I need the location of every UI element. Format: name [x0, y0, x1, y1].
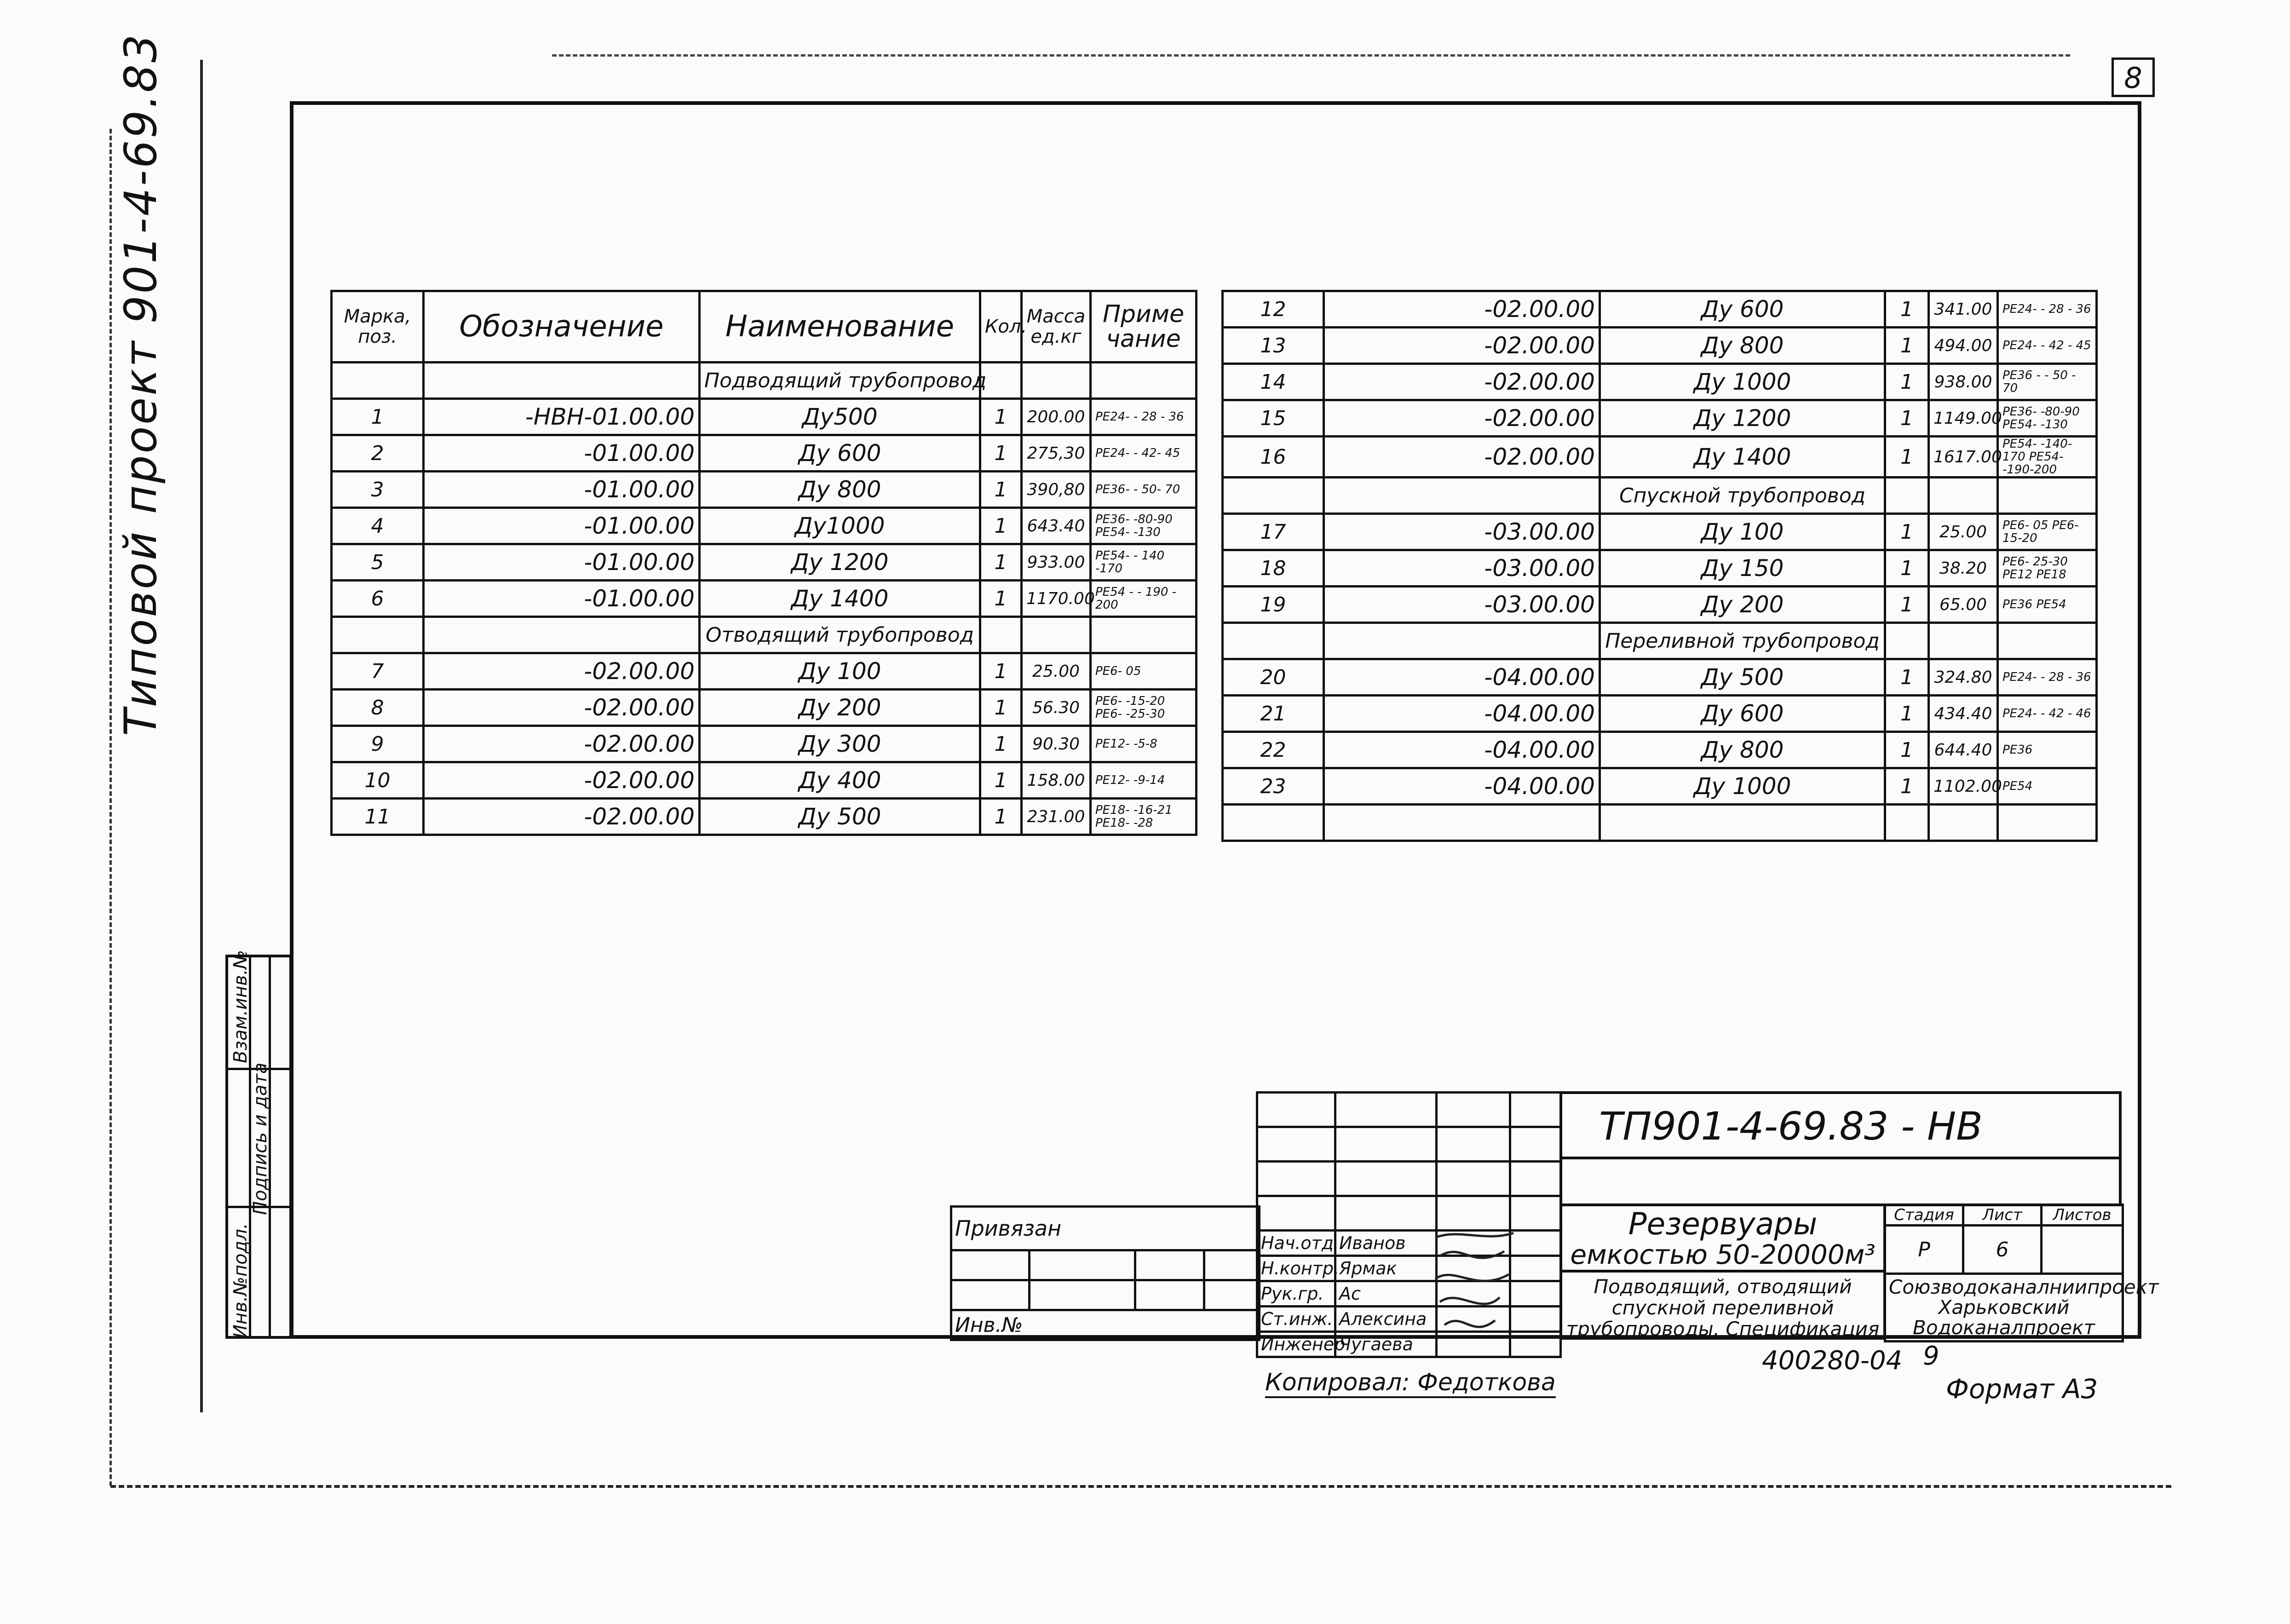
staff-role-2: Рук.гр. — [1257, 1281, 1335, 1307]
cell-qty — [1885, 478, 1929, 514]
cell-note: PE36- -80-90 PE54- -130 — [1091, 508, 1197, 544]
project-name: Типовой проект 901-4-69.83 — [115, 32, 167, 736]
cell-des: -02.00.00 — [1324, 400, 1600, 437]
cell-pos: 12 — [1223, 291, 1324, 328]
margin-label-sign: Подпись и дата — [250, 1062, 271, 1215]
cell-name: Ду 800 — [1600, 328, 1885, 364]
cell-name: Ду 600 — [1600, 696, 1885, 732]
cell-qty: 1 — [1885, 550, 1929, 587]
cell-pos: 1 — [332, 399, 424, 435]
trim-line-bottom — [110, 1485, 2171, 1488]
table-row — [1223, 364, 2097, 400]
cell-pos: 4 — [332, 508, 424, 544]
cell-pos: 3 — [332, 472, 424, 508]
cell-note: PE36- - 50- 70 — [1091, 472, 1197, 508]
cell-mass: 643.40 — [1022, 508, 1091, 544]
table-row — [332, 581, 1197, 617]
object-title-1: Резервуары — [1628, 1206, 1818, 1242]
cell-qty: 1 — [980, 762, 1022, 799]
cell-mass: 390,80 — [1022, 472, 1091, 508]
header-designation: Обозначение — [424, 291, 700, 363]
cell-note: PE54 - - 190 - 200 — [1091, 581, 1197, 617]
table-row — [1223, 768, 2097, 805]
cell-name: Переливной трубопровод — [1600, 623, 1885, 659]
cell-des: -02.00.00 — [424, 690, 700, 726]
cell-mass: 158.00 — [1022, 762, 1091, 799]
stage-label: Стадия — [1885, 1205, 1963, 1226]
cell-note: PE6- 05 PE6-15-20 — [1998, 514, 2097, 550]
cell-pos — [332, 363, 424, 399]
cell-mass: 231.00 — [1022, 799, 1091, 835]
cell-mass — [1929, 805, 1998, 841]
cell-name: Ду 300 — [700, 726, 980, 762]
staff-role-0: Нач.отд — [1257, 1231, 1335, 1256]
staff-name-2: Ас — [1335, 1281, 1437, 1307]
cell-note — [1998, 478, 2097, 514]
cell-des: -02.00.00 — [1324, 364, 1600, 400]
cell-pos: 6 — [332, 581, 424, 617]
cell-qty: 1 — [1885, 587, 1929, 623]
staff-name-3: Алексина — [1335, 1307, 1437, 1332]
cell-qty: 1 — [1885, 732, 1929, 768]
cell-pos: 16 — [1223, 437, 1324, 478]
spec-table-right — [1221, 290, 2098, 842]
document-code: ТП901-4-69.83 - НВ — [1559, 1091, 2122, 1159]
cell-mass: 25.00 — [1929, 514, 1998, 550]
cell-des: -01.00.00 — [424, 544, 700, 581]
sheet-value: 6 — [1963, 1226, 2042, 1274]
cell-pos: 19 — [1223, 587, 1324, 623]
table-row — [1223, 514, 2097, 550]
cell-pos: 2 — [332, 435, 424, 472]
cell-des: -02.00.00 — [1324, 328, 1600, 364]
inventory-label: Инв.№ — [951, 1310, 1260, 1340]
staff-name-4: Чугаева — [1335, 1332, 1437, 1357]
cell-pos: 18 — [1223, 550, 1324, 587]
cell-mass: 933.00 — [1022, 544, 1091, 581]
staff-role-3: Ст.инж. — [1257, 1307, 1335, 1332]
cell-qty: 1 — [1885, 514, 1929, 550]
cell-pos: 14 — [1223, 364, 1324, 400]
trim-line-top — [552, 54, 2070, 57]
cell-mass: 1149.00 — [1929, 400, 1998, 437]
cell-qty: 1 — [1885, 659, 1929, 696]
table-row — [1223, 696, 2097, 732]
cell-qty — [980, 617, 1022, 653]
staff-role-1: Н.контр. — [1257, 1256, 1335, 1281]
cell-mass: 1170.00 — [1022, 581, 1091, 617]
cell-name: Ду 800 — [1600, 732, 1885, 768]
binding-label: Привязан — [951, 1207, 1260, 1250]
cell-name: Подводящий трубопровод — [700, 363, 980, 399]
cell-mass: 90.30 — [1022, 726, 1091, 762]
table-row — [1223, 587, 2097, 623]
cell-des — [1324, 805, 1600, 841]
table-row — [332, 799, 1197, 835]
cell-note: PE24- - 28 - 36 — [1998, 659, 2097, 696]
cell-pos: 8 — [332, 690, 424, 726]
table-row — [1223, 400, 2097, 437]
cell-pos: 15 — [1223, 400, 1324, 437]
sheet-title: Подводящий, отводящий спускной переливной трубопроводы. Спецификация — [1559, 1270, 1886, 1340]
cell-note: PE54- -140-170 PE54- -190-200 — [1998, 437, 2097, 478]
cell-mass: 494.00 — [1929, 328, 1998, 364]
cell-qty: 1 — [1885, 364, 1929, 400]
cell-des: -НВН-01.00.00 — [424, 399, 700, 435]
staff-name-1: Ярмак — [1335, 1256, 1437, 1281]
table-row — [1223, 659, 2097, 696]
header-name: Наименование — [700, 291, 980, 363]
cell-des — [1324, 623, 1600, 659]
table-row — [332, 762, 1197, 799]
cell-des: -03.00.00 — [1324, 550, 1600, 587]
sheet-label: Лист — [1963, 1205, 2042, 1226]
code-subrow — [1559, 1159, 2122, 1206]
cell-qty: 1 — [980, 690, 1022, 726]
copied-by: Копировал: Федоткова — [1265, 1369, 1556, 1398]
cell-pos: 23 — [1223, 768, 1324, 805]
cell-pos: 20 — [1223, 659, 1324, 696]
cell-pos: 9 — [332, 726, 424, 762]
cell-note: PE36 - - 50 - 70 — [1998, 364, 2097, 400]
table-row — [332, 690, 1197, 726]
cell-name: Ду 400 — [700, 762, 980, 799]
cell-qty: 1 — [1885, 291, 1929, 328]
cell-mass: 25.00 — [1022, 653, 1091, 690]
cell-mass: 56.30 — [1022, 690, 1091, 726]
cell-des: -03.00.00 — [1324, 587, 1600, 623]
cell-mass: 434.40 — [1929, 696, 1998, 732]
cell-qty — [1885, 623, 1929, 659]
cell-pos: 5 — [332, 544, 424, 581]
cell-mass: 275,30 — [1022, 435, 1091, 472]
table-row — [332, 544, 1197, 581]
cell-name: Ду 1200 — [1600, 400, 1885, 437]
header-note: Приме чание — [1091, 291, 1197, 363]
org-line-3: Водоканалпроект — [1913, 1316, 2095, 1339]
cell-name: Ду 1000 — [1600, 364, 1885, 400]
cell-note: PE24- - 42 - 45 — [1998, 328, 2097, 364]
cell-note: PE54 — [1998, 768, 2097, 805]
cell-des: -01.00.00 — [424, 472, 700, 508]
cell-des — [1324, 478, 1600, 514]
cell-note — [1998, 623, 2097, 659]
cell-qty — [980, 363, 1022, 399]
table-row — [1223, 805, 2097, 841]
cell-mass: 38.20 — [1929, 550, 1998, 587]
cell-note: PE6- 05 — [1091, 653, 1197, 690]
sheet-number: 8 — [2112, 58, 2155, 97]
sheets-label: Листов — [2042, 1205, 2123, 1226]
cell-note: PE36 PE54 — [1998, 587, 2097, 623]
cell-qty: 1 — [980, 653, 1022, 690]
table-row — [332, 726, 1197, 762]
table-row — [1223, 437, 2097, 478]
trim-line-left — [109, 129, 112, 1486]
stage-grid — [1884, 1204, 2159, 1342]
cell-name: Ду 500 — [1600, 659, 1885, 696]
cell-des: -02.00.00 — [424, 653, 700, 690]
cell-pos: 10 — [332, 762, 424, 799]
cell-qty: 1 — [980, 581, 1022, 617]
cell-pos: 7 — [332, 653, 424, 690]
section-row — [332, 617, 1197, 653]
section-row — [1223, 623, 2097, 659]
format-label: Формат А3 — [1946, 1373, 2098, 1405]
table-row — [332, 653, 1197, 690]
cell-qty: 1 — [1885, 328, 1929, 364]
binding-block — [950, 1205, 1260, 1341]
cell-qty: 1 — [980, 472, 1022, 508]
cell-note: PE36 — [1998, 732, 2097, 768]
archive-number: 400280-04 — [1762, 1346, 1903, 1376]
cell-des: -02.00.00 — [1324, 291, 1600, 328]
cell-des: -01.00.00 — [424, 435, 700, 472]
signatures-icon — [1431, 1224, 1523, 1339]
section-row — [332, 363, 1197, 399]
cell-name: Отводящий трубопровод — [700, 617, 980, 653]
header-mark: Марка, поз. — [332, 291, 424, 363]
table-row — [1223, 328, 2097, 364]
cell-qty: 1 — [980, 726, 1022, 762]
cell-name: Ду 200 — [1600, 587, 1885, 623]
table-row — [332, 472, 1197, 508]
header-qty: Кол. — [980, 291, 1022, 363]
cell-qty: 1 — [980, 435, 1022, 472]
cell-note: PE24- - 42 - 46 — [1998, 696, 2097, 732]
cell-mass: 324.80 — [1929, 659, 1998, 696]
stage-value: Р — [1885, 1226, 1963, 1274]
cell-pos: 13 — [1223, 328, 1324, 364]
cell-mass — [1022, 617, 1091, 653]
table-row — [332, 435, 1197, 472]
cell-qty: 1 — [1885, 768, 1929, 805]
left-table-body — [332, 363, 1197, 835]
cell-mass: 65.00 — [1929, 587, 1998, 623]
cell-qty — [1885, 805, 1929, 841]
margin-strip — [225, 950, 292, 1339]
cell-mass — [1022, 363, 1091, 399]
cell-mass: 341.00 — [1929, 291, 1998, 328]
cell-qty: 1 — [980, 508, 1022, 544]
cell-des: -04.00.00 — [1324, 732, 1600, 768]
org-line-2: Харьковский — [1938, 1296, 2070, 1319]
cell-mass: 938.00 — [1929, 364, 1998, 400]
cell-name: Спускной трубопровод — [1600, 478, 1885, 514]
margin-label-replace: Взам.инв.№ — [230, 950, 251, 1063]
cell-name: Ду 800 — [700, 472, 980, 508]
cell-pos: 17 — [1223, 514, 1324, 550]
cell-name: Ду 200 — [700, 690, 980, 726]
cell-mass — [1929, 478, 1998, 514]
cell-des: -04.00.00 — [1324, 768, 1600, 805]
cell-qty: 1 — [980, 799, 1022, 835]
cell-qty: 1 — [1885, 696, 1929, 732]
margin-label-inv: Инв.№подл. — [230, 1223, 251, 1338]
cell-name — [1600, 805, 1885, 841]
cell-name: Ду 100 — [1600, 514, 1885, 550]
staff-name-0: Иванов — [1335, 1231, 1437, 1256]
cell-pos — [1223, 805, 1324, 841]
cell-mass: 1617.00 — [1929, 437, 1998, 478]
cell-des: -02.00.00 — [424, 799, 700, 835]
cell-name: Ду 600 — [1600, 291, 1885, 328]
cell-mass: 200.00 — [1022, 399, 1091, 435]
cell-note: PE12- -9-14 — [1091, 762, 1197, 799]
cell-name: Ду500 — [700, 399, 980, 435]
cell-des: -02.00.00 — [424, 726, 700, 762]
cell-note: PE54- - 140 -170 — [1091, 544, 1197, 581]
cell-note: PE36- -80-90 PE54- -130 — [1998, 400, 2097, 437]
archive-page: 9 — [1923, 1341, 1939, 1371]
cell-mass: 644.40 — [1929, 732, 1998, 768]
cell-pos: 11 — [332, 799, 424, 835]
cell-pos: 21 — [1223, 696, 1324, 732]
cell-des: -02.00.00 — [1324, 437, 1600, 478]
table-row — [332, 508, 1197, 544]
cell-des — [424, 617, 700, 653]
cell-des: -01.00.00 — [424, 508, 700, 544]
cell-note: PE24- - 42- 45 — [1091, 435, 1197, 472]
table-row — [1223, 550, 2097, 587]
cell-name: Ду 1400 — [700, 581, 980, 617]
cell-des — [424, 363, 700, 399]
cell-qty: 1 — [980, 399, 1022, 435]
cell-qty: 1 — [980, 544, 1022, 581]
cell-note: PE12- -5-8 — [1091, 726, 1197, 762]
cell-name: Ду 1000 — [1600, 768, 1885, 805]
cell-des: -04.00.00 — [1324, 696, 1600, 732]
table-row — [1223, 732, 2097, 768]
cell-pos: 22 — [1223, 732, 1324, 768]
cell-pos — [1223, 478, 1324, 514]
right-table-body — [1223, 291, 2097, 841]
table-row — [1223, 291, 2097, 328]
section-row — [1223, 478, 2097, 514]
cell-note: PE6- 25-30 PE12 PE18 — [1998, 550, 2097, 587]
cell-name: Ду 500 — [700, 799, 980, 835]
cell-name: Ду 100 — [700, 653, 980, 690]
cell-name: Ду1000 — [700, 508, 980, 544]
object-title-2: емкостью 50-20000м³ — [1570, 1239, 1876, 1270]
cell-pos — [1223, 623, 1324, 659]
project-title-vertical — [115, 0, 193, 736]
cell-des: -02.00.00 — [424, 762, 700, 799]
cell-mass: 1102.00 — [1929, 768, 1998, 805]
cell-name: Ду 1400 — [1600, 437, 1885, 478]
cell-mass — [1929, 623, 1998, 659]
cell-qty: 1 — [1885, 437, 1929, 478]
org-line-1: Союзводоканалниипроект — [1889, 1276, 2159, 1298]
table-row — [332, 399, 1197, 435]
cell-name: Ду 1200 — [700, 544, 980, 581]
cell-note — [1091, 617, 1197, 653]
cell-des: -03.00.00 — [1324, 514, 1600, 550]
spec-table-left — [330, 290, 1197, 836]
cell-note: PE24- - 28 - 36 — [1091, 399, 1197, 435]
object-title-cell — [1559, 1204, 1886, 1273]
header-mass: Масса ед.кг — [1022, 291, 1091, 363]
cell-note: PE18- -16-21 PE18- -28 — [1091, 799, 1197, 835]
cell-name: Ду 600 — [700, 435, 980, 472]
cell-des: -01.00.00 — [424, 581, 700, 617]
staff-role-4: Инженер — [1257, 1332, 1335, 1357]
cell-name: Ду 150 — [1600, 550, 1885, 587]
cell-note: PE24- - 28 - 36 — [1998, 291, 2097, 328]
cell-note — [1091, 363, 1197, 399]
cell-des: -04.00.00 — [1324, 659, 1600, 696]
cell-note: PE6- -15-20 PE6- -25-30 — [1091, 690, 1197, 726]
cell-note — [1998, 805, 2097, 841]
cell-pos — [332, 617, 424, 653]
cell-qty: 1 — [1885, 400, 1929, 437]
table-header-row — [332, 291, 1197, 363]
organization — [1885, 1274, 2159, 1342]
